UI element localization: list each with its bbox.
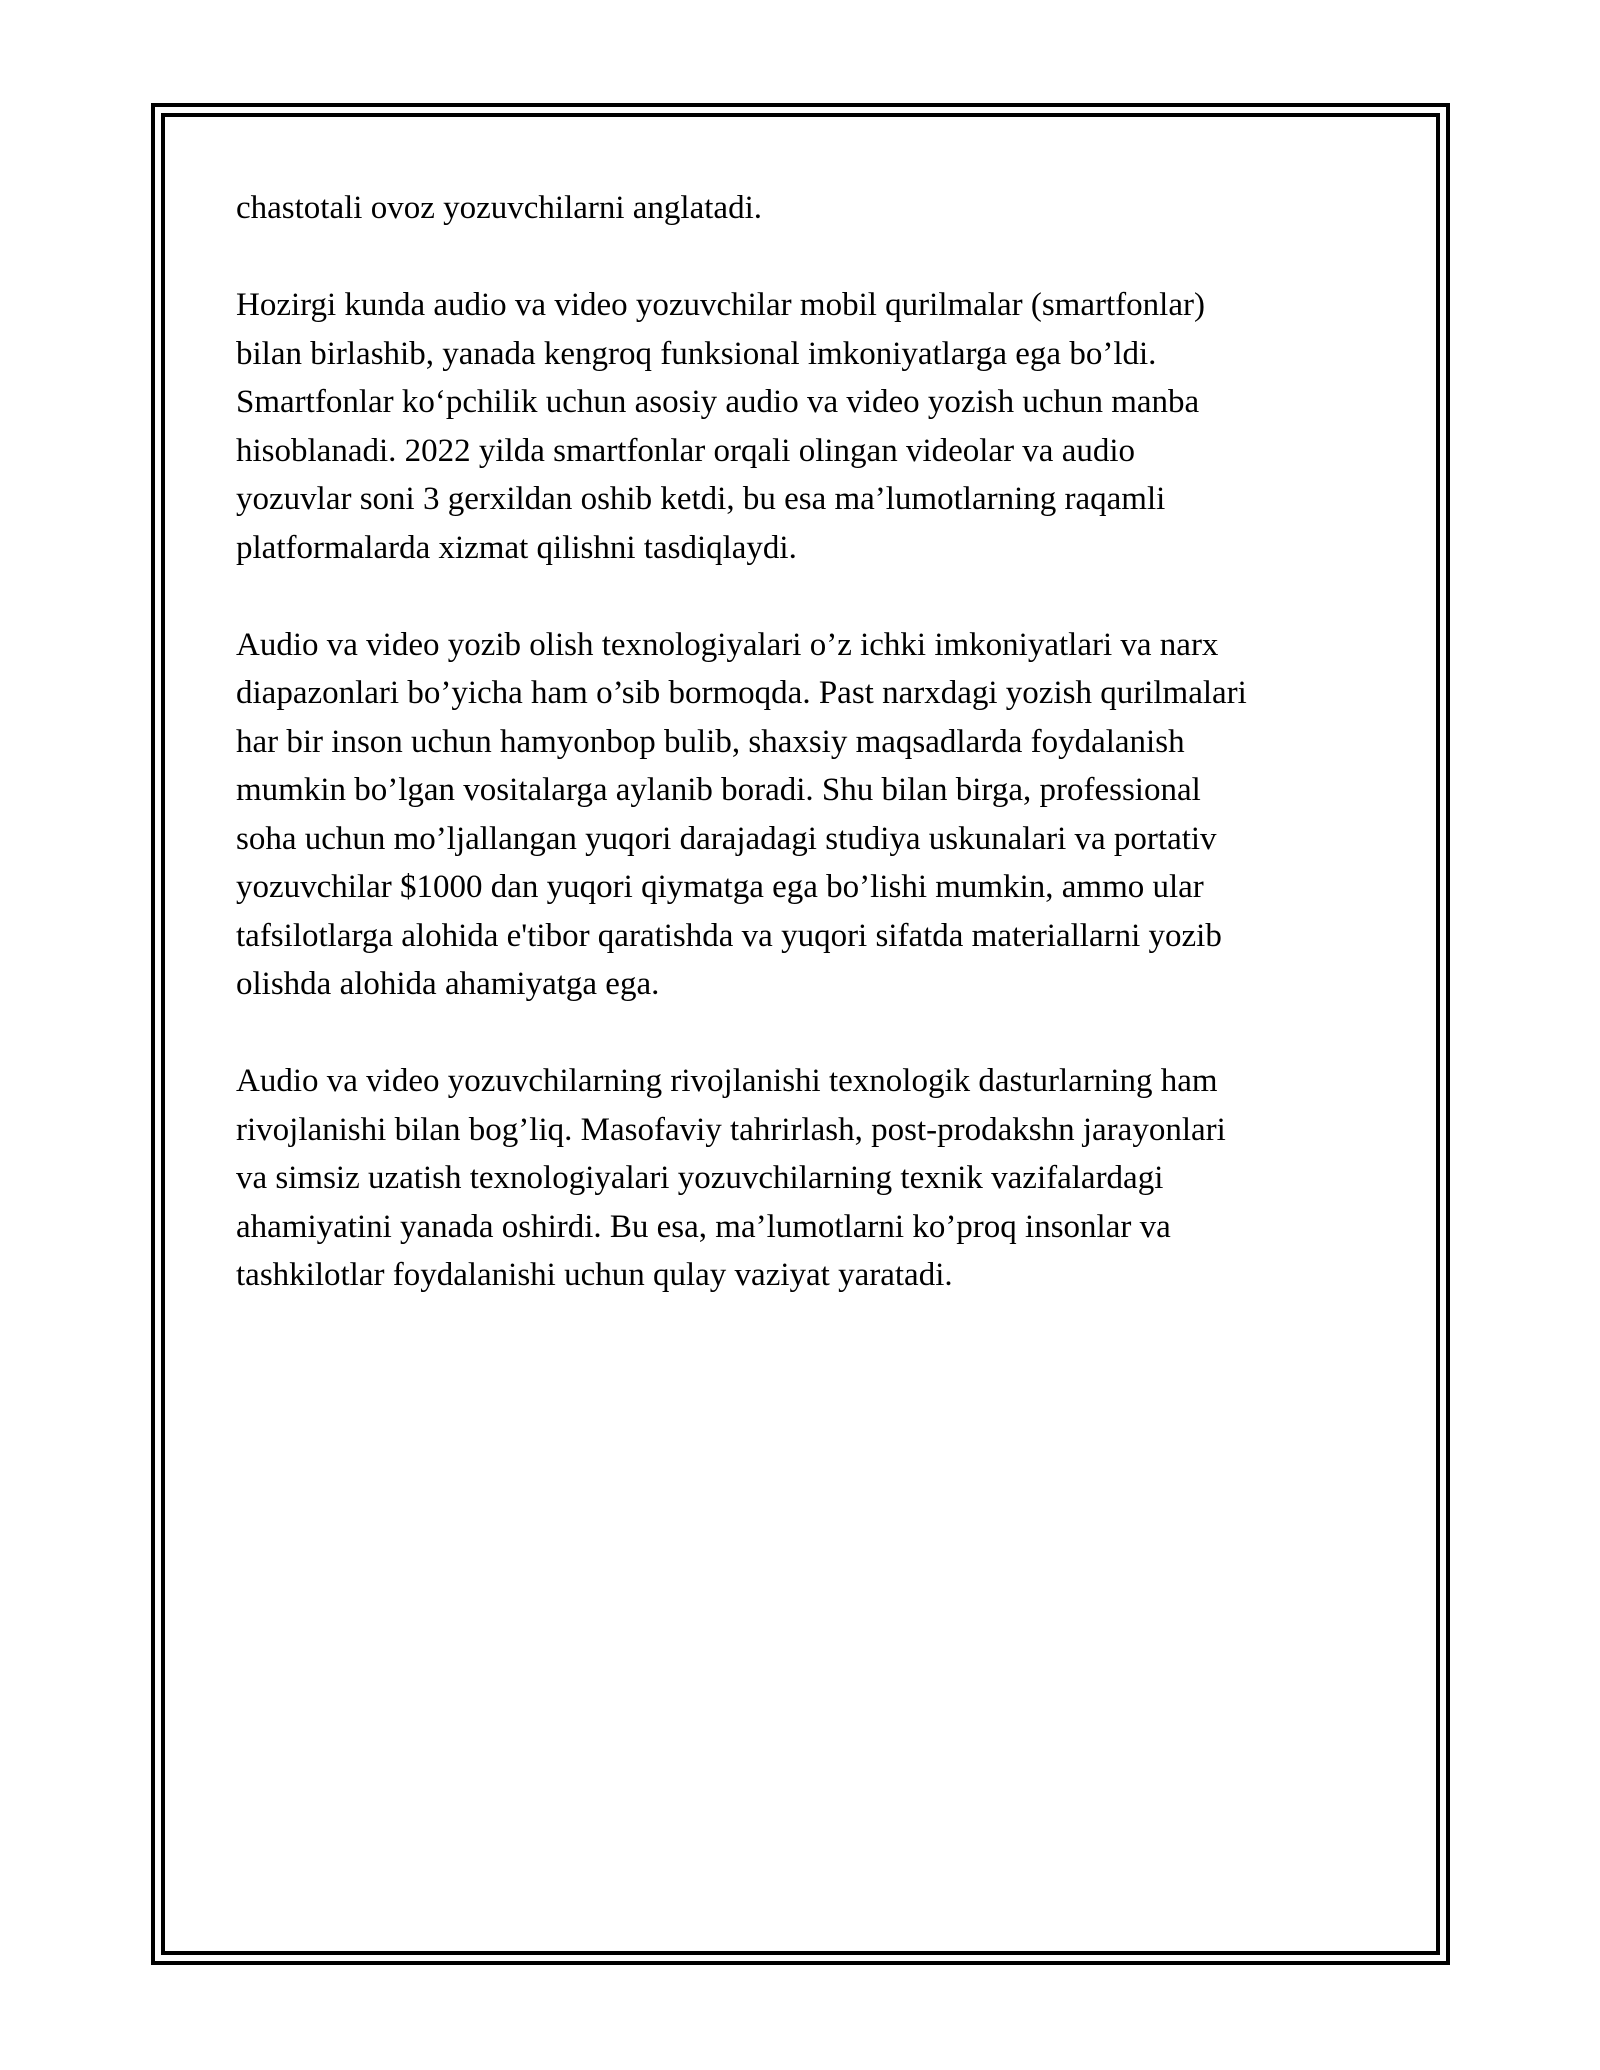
text-line: Smartfonlar ko‘pchilik uchun asosiy audio va video yozish uchun manba (236, 384, 1200, 420)
text-line: mumkin bo’lgan vositalarga aylanib boradi. Shu bilan birga, professional (236, 772, 1201, 808)
text-line: hisoblanadi. 2022 yilda smartfonlar orqali olingan videolar va audio (236, 432, 1136, 469)
text-line: tafsilotlarga alohida e'tibor qaratishda va yuqori sifatda materiallarni yozib (236, 917, 1222, 954)
paragraph-4 (236, 1057, 1386, 1300)
text-line: tashkilotlar foydalanishi uchun qulay vaziyat yaratadi. (236, 1257, 953, 1293)
paragraph-3 (236, 621, 1386, 1009)
text-line: diapazonlari bo’yicha ham o’sib bormoqda. Past narxdagi yozish qurilmalari (236, 675, 1247, 711)
text-line: yozuvlar soni 3 gerxildan oshib ketdi, bu esa ma’lumotlarning raqamli (236, 481, 1166, 517)
text-line: soha uchun mo’ljallangan yuqori darajadagi studiya uskunalari va portativ (236, 820, 1217, 857)
text-line: bilan birlashib, yanada kengroq funksional imkoniyatlarga ega bo’ldi. (236, 335, 1157, 372)
text-line: yozuvchilar $1000 dan yuqori qiymatga ega bo’lishi mumkin, ammo ular (236, 869, 1204, 905)
text-line: chastotali ovoz yozuvchilarni anglatadi. (236, 190, 762, 226)
text-line: ahamiyatini yanada oshirdi. Bu esa, ma’lumotlarni ko’proq insonlar va (236, 1208, 1171, 1245)
text-line: va simsiz uzatish texnologiyalari yozuvchilarning texnik vazifalardagi (236, 1160, 1164, 1196)
paragraph-2 (236, 281, 1386, 572)
text-line: har bir inson uchun hamyonbop bulib, shaxsiy maqsadlarda foydalanish (236, 723, 1185, 760)
text-line: olishda alohida ahamiyatga ega. (236, 966, 660, 1002)
text-line: platformalarda xizmat qilishni tasdiqlaydi. (236, 529, 797, 566)
text-line: Audio va video yozib olish texnologiyalari o’z ichki imkoniyatlari va narx (236, 626, 1219, 663)
document-body (236, 184, 1386, 1348)
paragraph-1 (236, 184, 1386, 233)
text-line: Audio va video yozuvchilarning rivojlanishi texnologik dasturlarning ham (236, 1063, 1218, 1099)
text-line: Hozirgi kunda audio va video yozuvchilar mobil qurilmalar (smartfonlar) (236, 287, 1205, 323)
text-line: rivojlanishi bilan bog’liq. Masofaviy tahrirlash, post-prodakshn jarayonlari (236, 1111, 1226, 1148)
